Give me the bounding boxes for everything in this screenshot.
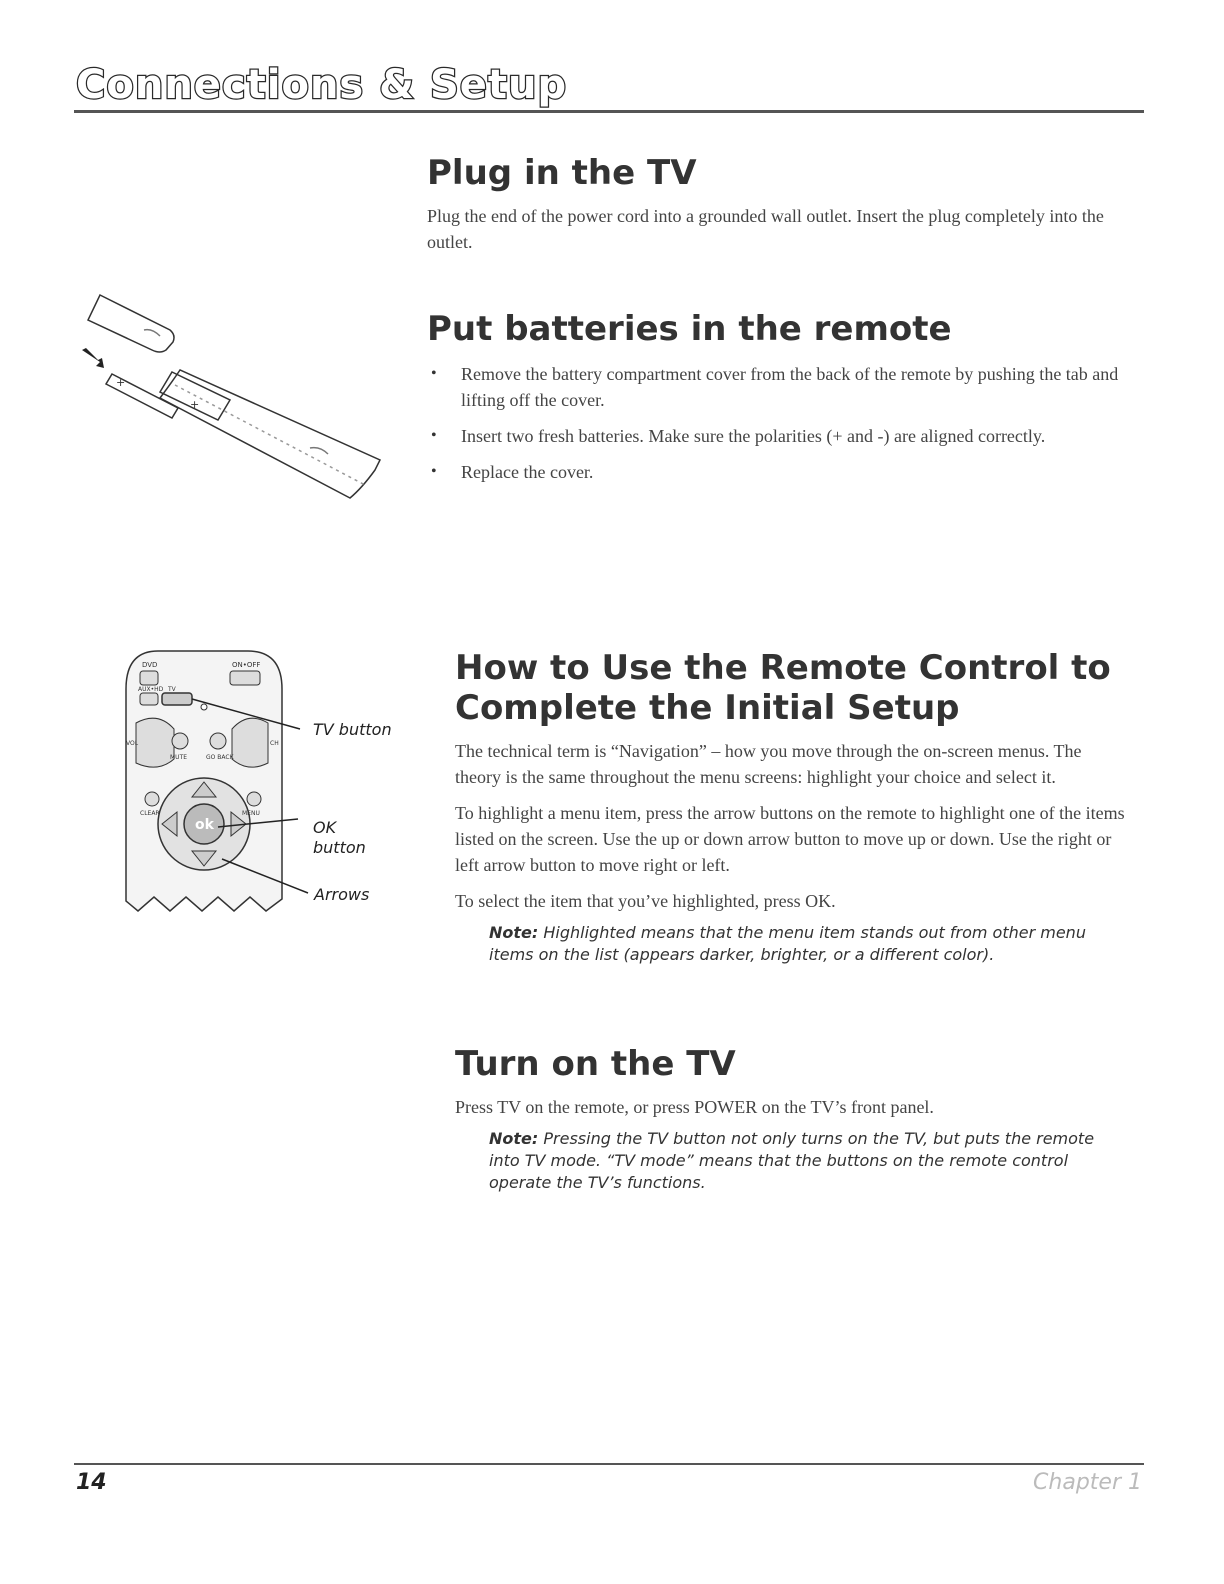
section-plug bbox=[427, 153, 1127, 255]
list-item: • Remove the battery compartment cover from the back of the remote by pushing the tab and lifting off the cover. bbox=[427, 361, 1127, 413]
note-text: Pressing the TV button not only turns on the TV, but puts the remote into TV mode. “TV mode” means that the buttons on the remote control operate the TV’s functions. bbox=[489, 1129, 1095, 1193]
battery-remote-illustration bbox=[80, 290, 410, 505]
svg-text:+: + bbox=[190, 398, 200, 411]
menu-label: MENU bbox=[242, 810, 260, 817]
ok-callout-line2: button bbox=[313, 838, 366, 857]
heading-turn-on: Turn on the TV bbox=[455, 1044, 736, 1084]
select-paragraph: To select the item that you’ve highlighted, press OK. bbox=[455, 891, 836, 912]
section-remote-navigation bbox=[455, 648, 1125, 966]
heading-remote-navigation: How to Use the Remote Control to Complete the Initial Setup bbox=[455, 648, 1111, 729]
go-back-label: GO BACK bbox=[206, 754, 234, 761]
plug-body: Plug the end of the power cord into a grounded wall outlet. Insert the plug completely into the outlet. bbox=[427, 206, 1104, 253]
footer-rule bbox=[74, 1463, 1144, 1465]
tv-mode-note bbox=[489, 1128, 1104, 1194]
header-rule bbox=[74, 110, 1144, 113]
list-item: • Insert two fresh batteries. Make sure the polarities (+ and -) are aligned correctly. bbox=[427, 423, 1127, 449]
mute-label: MUTE bbox=[170, 754, 188, 761]
highlight-note bbox=[489, 922, 1089, 966]
note-label: Note: bbox=[489, 1129, 539, 1149]
ok-callout-line1: OK bbox=[313, 818, 337, 837]
dvd-key-label: DVD bbox=[142, 661, 158, 669]
chapter-label: Chapter 1 bbox=[1033, 1470, 1142, 1495]
ok-key-label: ok bbox=[195, 817, 214, 833]
highlight-paragraph: To highlight a menu item, press the arrow buttons on the remote to highlight one of the items listed on the screen. Use the up or down arrow button to move up or down. Use the right or left arrow button to move right or left. bbox=[455, 803, 1125, 876]
section-batteries bbox=[427, 309, 1127, 495]
section-turn-on bbox=[455, 1044, 1125, 1194]
tv-key-label: TV bbox=[168, 686, 176, 693]
list-item: • Replace the cover. bbox=[427, 459, 1127, 485]
page-number: 14 bbox=[76, 1470, 107, 1495]
note-text: Highlighted means that the menu item stands out from other menu items on the list (appears darker, brighter, or a different color). bbox=[489, 923, 1086, 965]
clear-label: CLEAR bbox=[140, 810, 160, 817]
page-header-title: Connections & Setup bbox=[76, 62, 568, 108]
vol-label: VOL bbox=[126, 740, 139, 747]
battery-steps bbox=[427, 361, 1127, 485]
heading-batteries: Put batteries in the remote bbox=[427, 309, 952, 349]
tv-button-callout: TV button bbox=[313, 720, 392, 739]
turn-on-body: Press TV on the remote, or press POWER on the TV’s front panel. bbox=[455, 1097, 934, 1118]
remote-control-figure bbox=[118, 649, 408, 929]
svg-text:+: + bbox=[116, 376, 126, 389]
note-label: Note: bbox=[489, 923, 539, 943]
on-off-key-label: ON•OFF bbox=[232, 661, 261, 669]
heading-plug: Plug in the TV bbox=[427, 153, 697, 193]
aux-hd-key-label: AUX•HD bbox=[138, 686, 164, 693]
navigation-paragraph: The technical term is “Navigation” – how you move through the on-screen menus. The theory is the same throughout the menu screens: highlight your choice and select it. bbox=[455, 741, 1082, 788]
arrows-callout: Arrows bbox=[314, 885, 370, 904]
ch-label: CH bbox=[270, 740, 279, 747]
